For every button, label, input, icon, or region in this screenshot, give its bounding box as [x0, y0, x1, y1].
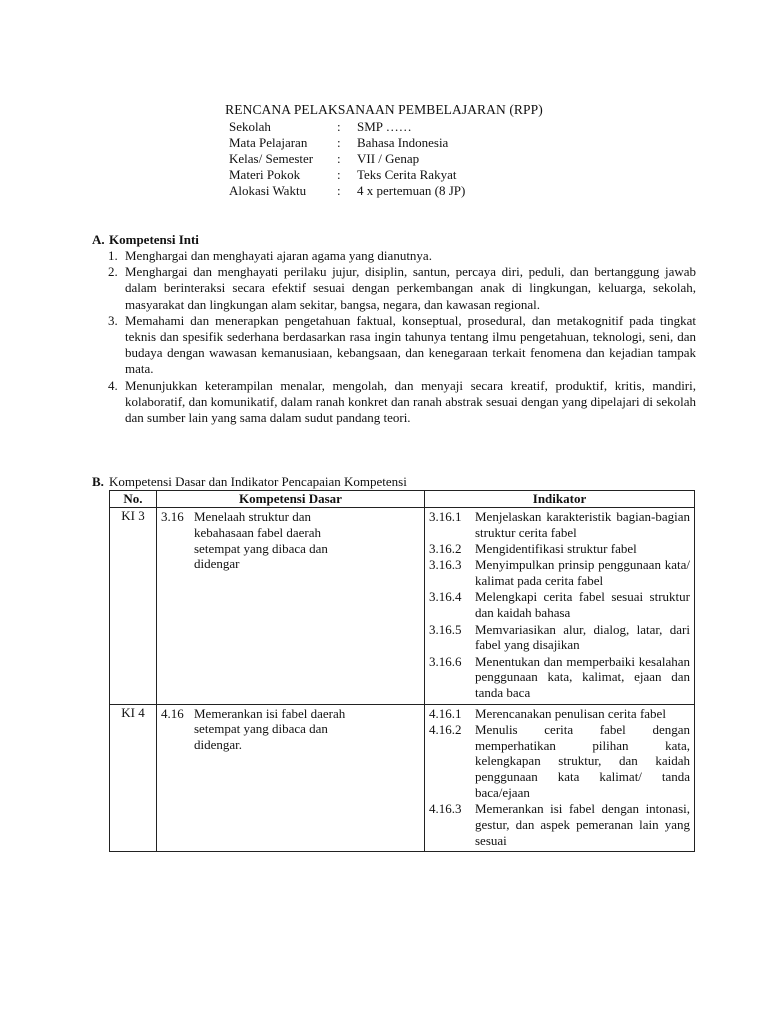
list-text: Menghargai dan menghayati ajaran agama yang dianutnya.	[125, 248, 432, 263]
indikator-item	[429, 706, 690, 722]
indikator-item	[429, 801, 690, 848]
indikator-item	[429, 509, 690, 541]
meta-value: Bahasa Indonesia	[357, 135, 449, 150]
list-number: 2.	[108, 264, 118, 280]
meta-label: Sekolah	[229, 119, 271, 134]
section-b-heading	[92, 474, 407, 490]
indikator-cell	[425, 508, 695, 705]
indikator-text: Memvariasikan alur, dialog, latar, dari fabel yang disajikan	[475, 621, 690, 653]
meta-separator: :	[337, 135, 341, 150]
column-header-indikator: Indikator	[425, 491, 695, 508]
indikator-code: 3.16.3	[429, 557, 462, 573]
indikator-item	[429, 557, 690, 589]
indikator-text: Mengidentifikasi struktur fabel	[475, 541, 637, 557]
meta-row	[229, 135, 465, 151]
meta-row	[229, 119, 465, 135]
indikator-item	[429, 722, 690, 801]
list-number: 1.	[108, 248, 118, 263]
indikator-code: 4.16.2	[429, 721, 462, 737]
indikator-text: Menulis cerita fabel dengan memperhatikan pilihan kata, kelengkapan struktur, dan kaidah penggunaan kata kalimat/ tanda baca/ejaan	[475, 721, 690, 801]
column-header-kompetensi-dasar: Kompetensi Dasar	[157, 491, 425, 508]
indikator-code: 4.16.1	[429, 705, 462, 721]
meta-label: Materi Pokok	[229, 167, 301, 182]
section-a-heading	[92, 232, 199, 248]
section-b-title: Kompetensi Dasar dan Indikator Pencapaian Kompetensi	[109, 474, 407, 489]
indikator-text: Memerankan isi fabel dengan intonasi, gestur, dan aspek pemeranan lain yang sesuai	[475, 801, 690, 848]
indikator-text: Merencanakan penulisan cerita fabel	[475, 705, 666, 721]
meta-label: Alokasi Waktu	[229, 183, 307, 198]
row-ki-number: KI 3	[110, 508, 157, 705]
list-item	[108, 378, 696, 427]
meta-row	[229, 151, 465, 167]
indikator-code: 3.16.2	[429, 541, 462, 557]
meta-value: VII / Genap	[357, 151, 420, 166]
indikator-item	[429, 589, 690, 621]
meta-value: SMP ……	[357, 119, 412, 134]
list-text: Menunjukkan keterampilan menalar, mengolah, dan menyaji secara kreatif, produktif, kritis, mandiri, kolaboratif, dan komunikatif, dalam ranah konkret dan ranah abstrak sesuai dengan yang dipelajari di sekolah dan sumber lain yang sama dalam sudut pandang teori.	[125, 377, 696, 426]
list-item	[108, 313, 696, 378]
meta-separator: :	[337, 183, 341, 198]
meta-label: Kelas/ Semester	[229, 151, 314, 166]
indikator-cell	[425, 704, 695, 852]
meta-value: 4 x pertemuan (8 JP)	[357, 183, 466, 198]
meta-row	[229, 183, 465, 199]
list-text: Memahami dan menerapkan pengetahuan faktual, konseptual, prosedural, dan metakognitif pada tingkat teknis dan spesifik sederhana berdasarkan rasa ingin tahunya tentang ilmu pengetahuan, teknologi, seni, dan budaya dengan wawasan kemanusiaan, kebangsaan, dan kenegaraan terkait fenomena dan kejadian tampak mata.	[125, 312, 696, 377]
meta-value: Teks Cerita Rakyat	[357, 167, 457, 182]
column-header-no: No.	[110, 491, 157, 508]
kd-code: 3.16	[161, 509, 184, 524]
indikator-item	[429, 541, 690, 557]
section-b-marker: B.	[92, 474, 104, 489]
indikator-text: Menentukan dan memperbaiki kesalahan penggunaan kata, kalimat, ejaan dan tanda baca	[475, 653, 690, 701]
table-header-row	[110, 491, 695, 508]
indikator-item	[429, 654, 690, 701]
section-a-title: Kompetensi Inti	[109, 232, 199, 247]
meta-separator: :	[337, 151, 341, 166]
list-number: 4.	[108, 377, 118, 393]
kompetensi-dasar-cell	[157, 704, 425, 852]
meta-separator: :	[337, 167, 341, 182]
kd-text: Memerankan isi fabel daerah setempat yang dibaca dan didengar.	[194, 705, 346, 753]
indikator-text: Menjelaskan karakteristik bagian-bagian struktur cerita fabel	[475, 509, 690, 540]
kompetensi-dasar-table	[109, 490, 695, 852]
meta-row	[229, 167, 465, 183]
indikator-code: 3.16.4	[429, 589, 462, 605]
indikator-text: Menyimpulkan prinsip penggunaan kata/ kalimat pada cerita fabel	[475, 557, 690, 589]
indikator-code: 3.16.5	[429, 621, 462, 637]
indikator-code: 3.16.1	[429, 509, 462, 524]
list-text: Menghargai dan menghayati perilaku jujur, disiplin, santun, percaya diri, peduli, dan bertanggung jawab dalam berinteraksi secara efektif sesuai dengan perkembangan anak di lingkungan, keluarga, sekolah, masyarakat dan lingkungan alam sekitar, bangsa, negara, dan kawasan regional.	[125, 264, 696, 312]
table-row	[110, 508, 695, 705]
kd-code: 4.16	[161, 705, 184, 721]
indikator-item	[429, 622, 690, 654]
kd-text: Menelaah struktur dan kebahasaan fabel daerah setempat yang dibaca dan didengar	[194, 509, 328, 572]
meta-label: Mata Pelajaran	[229, 135, 308, 150]
document-title: RENCANA PELAKSANAAN PEMBELAJARAN (RPP)	[225, 102, 543, 117]
list-item	[108, 264, 696, 313]
indikator-code: 4.16.3	[429, 801, 462, 817]
row-ki-number: KI 4	[110, 704, 157, 852]
identity-table	[229, 119, 465, 199]
list-item	[108, 248, 696, 264]
section-a-marker: A.	[92, 232, 105, 247]
indikator-text: Melengkapi cerita fabel sesuai struktur dan kaidah bahasa	[475, 589, 690, 621]
table-row	[110, 704, 695, 852]
indikator-code: 3.16.6	[429, 653, 462, 669]
kompetensi-dasar-cell	[157, 508, 425, 705]
kompetensi-inti-list	[108, 248, 696, 426]
list-number: 3.	[108, 312, 118, 328]
meta-separator: :	[337, 119, 341, 134]
